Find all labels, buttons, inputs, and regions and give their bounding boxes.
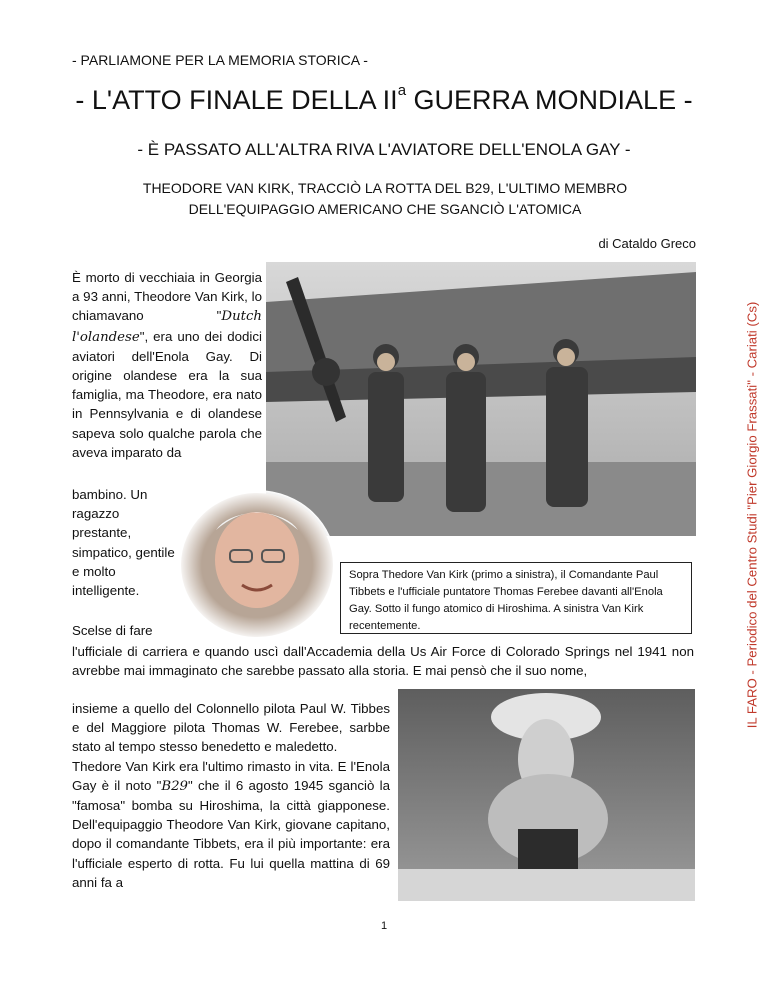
article-paragraph-1-end: Scelse di fare (72, 623, 153, 638)
van-kirk-portrait (178, 490, 336, 640)
b29-label: B29 (161, 778, 189, 794)
publication-sidebar: IL FARO - Periodico del Centro Studi "Pier Giorgio Frassati" - Cariati (Cs) (744, 301, 760, 729)
nickname: Dutch l'olandese (72, 309, 262, 345)
page-number: 1 (380, 920, 388, 932)
article-paragraph-2: l'ufficiale di carriera e quando uscì dall'Accademia della Us Air Force di Colorado Springs nel 1941 non avrebbe mai immaginato che sarebbe passato alla storia. E mai pensò che il suo nome, (72, 644, 694, 679)
article-paragraph-3: insieme a quello del Colonnello pilota Paul W. Tibbes e del Maggiore pilota Thomas W. Ferebee, sarbbe stato al tempo stesso benedetto e maledetto. Thedore Van Kirk era l'ultimo rimasto in vita. E l'Enola Gay è il noto "B29" che il 6 agosto 1945 sganciò la "famosa" bomba su Hiroshima, la città giapponese. Dell'equipaggio Theodore Van Kirk, giovane capitano, dopo il comandante Tibbets, era il più importante: era l'ufficiale esperto di rotta. Fu lui quella mattina di 69 anni fa a (72, 701, 390, 890)
article-paragraph-1: È morto di vecchiaia in Georgia a 93 anni, Theodore Van Kirk, lo chiamavano "Dutch l'olandese", era uno dei dodici aviatori dell'Enola Gay. Di origine olandese era la sua famiglia, ma Theodore, era nato in Pennsylvania e di olandese sapeva solo qualche parola che aveva imparato da (72, 270, 262, 460)
article-deck: THEODORE VAN KIRK, TRACCIÒ LA ROTTA DEL B29, L'ULTIMO MEMBRO DELL'EQUIPAGGIO AMERICANO CHE SGANCIÒ L'ATOMICA (142, 180, 628, 217)
kicker: - PARLIAMONE PER LA MEMORIA STORICA - (72, 52, 368, 68)
article-paragraph-1-narrow: bambino. Un ragazzo prestante, simpatico, gentile e molto intelligente. (72, 487, 175, 599)
article-title: - L'ATTO FINALE DELLA $II^a$ GUERRA MONDIALE - (75, 82, 693, 115)
mushroom-cloud-photo (398, 689, 695, 901)
article-subtitle: - È PASSATO ALL'ALTRA RIVA L'AVIATORE DELL'ENOLA GAY - (137, 140, 631, 159)
photo-caption: Sopra Thedore Van Kirk (primo a sinistra), il Comandante Paul Tibbets e l'ufficiale puntatore Thomas Ferebee davanti all'Enola Gay. Sotto il fungo atomico di Hiroshima. A sinistra Van Kirk recentemente. (340, 562, 692, 634)
byline: di Cataldo Greco (598, 236, 696, 251)
